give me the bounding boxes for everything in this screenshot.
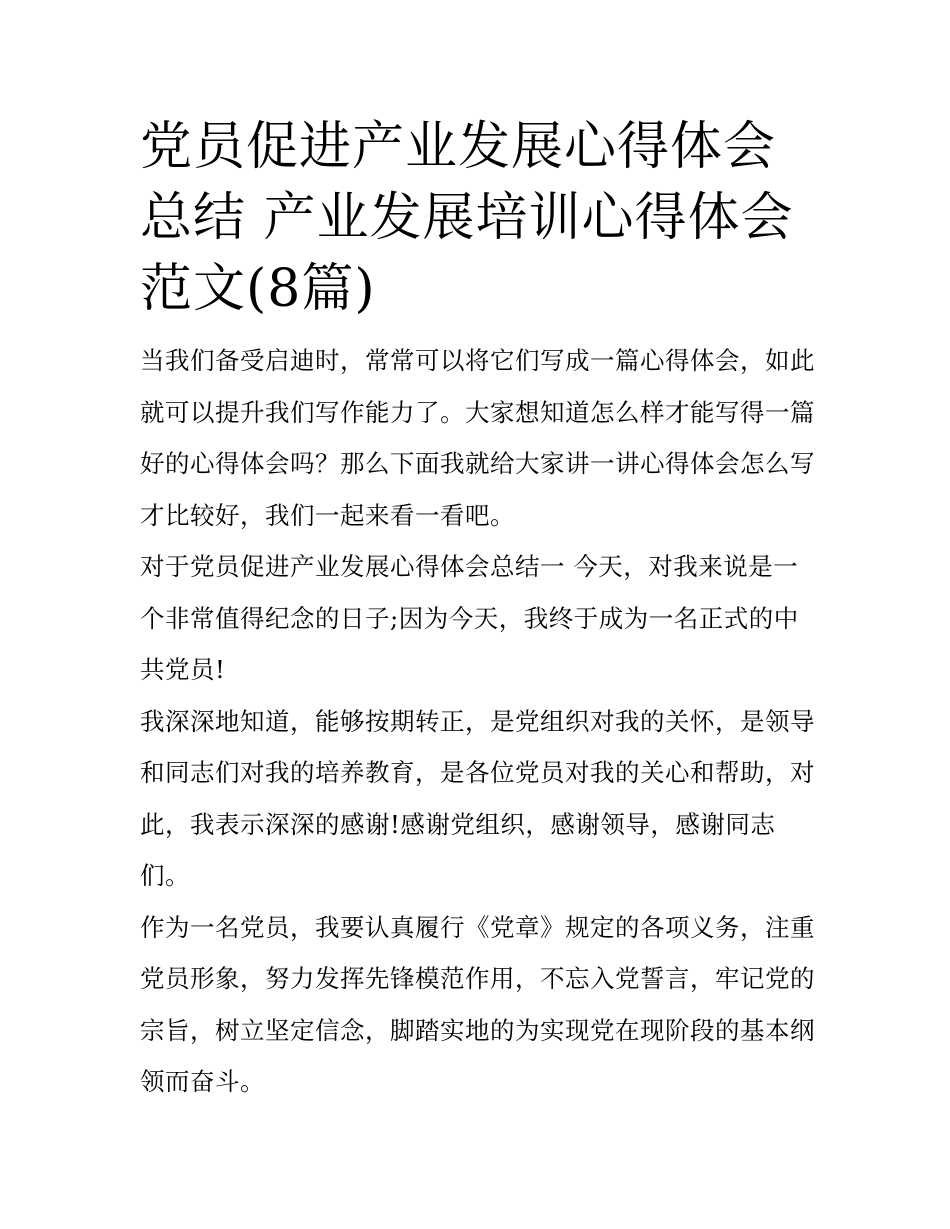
document-body: [140, 112, 820, 1108]
paragraph-3: 作为一名党员，我要认真履行《党章》规定的各项义务，注重党员形象，努力发挥先锋模范作用，不忘入党誓言，牢记党的宗旨，树立坚定信念，脚踏实地的为实现党在现阶段的基本纲领而奋斗。: [140, 912, 815, 1096]
document-title: 党员促进产业发展心得体会总结 产业发展培训心得体会范文(8篇): [140, 117, 794, 319]
paragraph-intro: 当我们备受启迪时，常常可以将它们写成一篇心得体会，如此就可以提升我们写作能力了。大家想知道怎么样才能写得一篇好的心得体会吗？那么下面我就给大家讲一讲心得体会怎么写才比较好，我们一起来看一看吧。: [140, 346, 815, 530]
paragraph-2: 我深深地知道，能够按期转正，是党组织对我的关怀，是领导和同志们对我的培养教育，是各位党员对我的关心和帮助，对此，我表示深深的感谢!感谢党组织，感谢领导，感谢同志们。: [140, 706, 815, 890]
paragraph-1: 对于党员促进产业发展心得体会总结一 今天，对我来说是一个非常值得纪念的日子;因为今天，我终于成为一名正式的中共党员!: [140, 552, 799, 684]
